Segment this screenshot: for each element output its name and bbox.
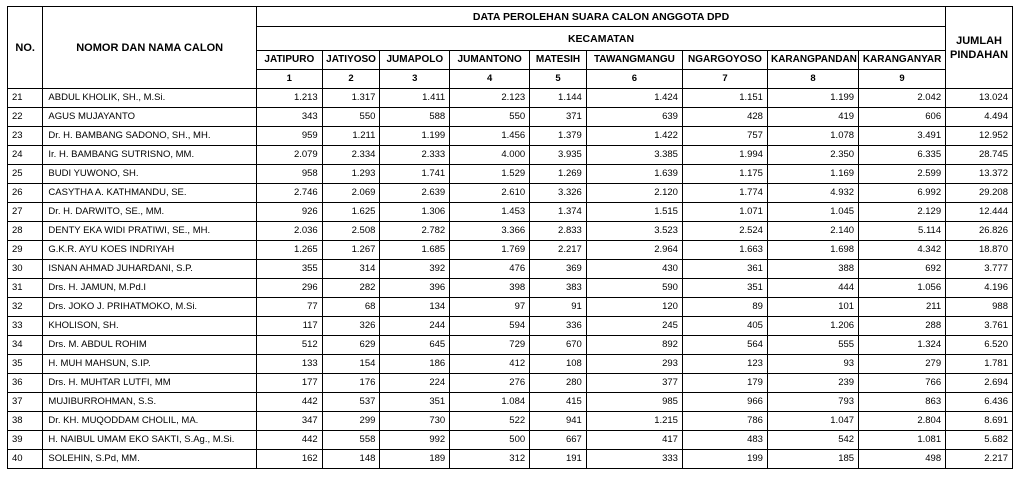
candidate-name: Dr. H. DARWITO, SE., MM. (43, 203, 257, 222)
vote-cell-ngargoyoso: 483 (682, 431, 767, 450)
header-title: DATA PEROLEHAN SUARA CALON ANGGOTA DPD (256, 7, 945, 27)
vote-cell-karangpandan: 2.140 (767, 222, 858, 241)
header-column-index-1: 1 (256, 70, 322, 89)
vote-cell-karanganyar: 692 (859, 260, 946, 279)
vote-cell-karangpandan: 1.078 (767, 127, 858, 146)
vote-cell-jumantono: 1.456 (450, 127, 530, 146)
table-row (8, 184, 1013, 203)
vote-cell-jatipuro: 1.213 (256, 89, 322, 108)
vote-cell-tawangmangu: 1.424 (586, 89, 682, 108)
header-district-9: KARANGANYAR (859, 51, 946, 70)
vote-cell-karanganyar: 1.324 (859, 336, 946, 355)
vote-cell-jatipuro: 77 (256, 298, 322, 317)
candidate-number: 24 (8, 146, 43, 165)
vote-cell-karanganyar: 606 (859, 108, 946, 127)
table-row (8, 241, 1013, 260)
vote-cell-jatipuro: 355 (256, 260, 322, 279)
vote-cell-jatiyoso: 1.625 (322, 203, 380, 222)
vote-cell-ngargoyoso: 1.994 (682, 146, 767, 165)
total-pindahan-cell: 3.777 (946, 260, 1013, 279)
vote-cell-matesih: 1.144 (530, 89, 587, 108)
vote-cell-karangpandan: 542 (767, 431, 858, 450)
vote-cell-karanganyar: 766 (859, 374, 946, 393)
vote-cell-jumantono: 550 (450, 108, 530, 127)
vote-cell-matesih: 1.269 (530, 165, 587, 184)
vote-cell-jumantono: 522 (450, 412, 530, 431)
vote-cell-tawangmangu: 3.523 (586, 222, 682, 241)
vote-cell-karanganyar: 1.056 (859, 279, 946, 298)
header-district-2: JATIYOSO (322, 51, 380, 70)
vote-cell-karangpandan: 1.698 (767, 241, 858, 260)
vote-cell-jumapolo: 224 (380, 374, 450, 393)
candidate-number: 35 (8, 355, 43, 374)
table-row (8, 393, 1013, 412)
vote-cell-karangpandan: 1.169 (767, 165, 858, 184)
vote-cell-jumantono: 594 (450, 317, 530, 336)
total-pindahan-cell: 3.761 (946, 317, 1013, 336)
table-row (8, 127, 1013, 146)
header-district-4: JUMANTONO (450, 51, 530, 70)
vote-cell-jatipuro: 442 (256, 393, 322, 412)
vote-cell-karanganyar: 279 (859, 355, 946, 374)
vote-cell-karangpandan: 1.199 (767, 89, 858, 108)
header-district-6: TAWANGMANGU (586, 51, 682, 70)
vote-cell-karangpandan: 93 (767, 355, 858, 374)
vote-cell-karanganyar: 2.129 (859, 203, 946, 222)
total-pindahan-cell: 26.826 (946, 222, 1013, 241)
vote-cell-matesih: 1.379 (530, 127, 587, 146)
vote-cell-jatipuro: 959 (256, 127, 322, 146)
vote-cell-karangpandan: 419 (767, 108, 858, 127)
total-pindahan-cell: 13.024 (946, 89, 1013, 108)
vote-cell-matesih: 2.833 (530, 222, 587, 241)
vote-cell-jatipuro: 2.036 (256, 222, 322, 241)
vote-cell-jumapolo: 134 (380, 298, 450, 317)
candidate-number: 30 (8, 260, 43, 279)
vote-cell-matesih: 108 (530, 355, 587, 374)
total-pindahan-cell: 12.444 (946, 203, 1013, 222)
vote-cell-karangpandan: 555 (767, 336, 858, 355)
vote-cell-matesih: 191 (530, 450, 587, 469)
candidate-number: 34 (8, 336, 43, 355)
candidate-number: 22 (8, 108, 43, 127)
vote-cell-ngargoyoso: 123 (682, 355, 767, 374)
table-row (8, 279, 1013, 298)
vote-cell-jatipuro: 177 (256, 374, 322, 393)
vote-cell-jumapolo: 189 (380, 450, 450, 469)
vote-cell-jatiyoso: 299 (322, 412, 380, 431)
vote-cell-jatiyoso: 558 (322, 431, 380, 450)
vote-cell-jumapolo: 1.306 (380, 203, 450, 222)
vote-cell-tawangmangu: 1.515 (586, 203, 682, 222)
vote-cell-karangpandan: 388 (767, 260, 858, 279)
candidate-name: H. NAIBUL UMAM EKO SAKTI, S.Ag., M.Si. (43, 431, 257, 450)
header-column-index-3: 3 (380, 70, 450, 89)
vote-cell-jatiyoso: 550 (322, 108, 380, 127)
vote-cell-tawangmangu: 2.120 (586, 184, 682, 203)
candidate-name: ABDUL KHOLIK, SH., M.Si. (43, 89, 257, 108)
vote-cell-jumantono: 1.084 (450, 393, 530, 412)
vote-cell-matesih: 1.374 (530, 203, 587, 222)
vote-cell-jumapolo: 2.639 (380, 184, 450, 203)
vote-cell-karanganyar: 2.599 (859, 165, 946, 184)
candidate-number: 27 (8, 203, 43, 222)
candidate-number: 23 (8, 127, 43, 146)
vote-cell-karangpandan: 1.045 (767, 203, 858, 222)
header-column-index-6: 6 (586, 70, 682, 89)
vote-cell-jumantono: 1.453 (450, 203, 530, 222)
candidate-name: SOLEHIN, S.Pd, MM. (43, 450, 257, 469)
vote-cell-jatipuro: 442 (256, 431, 322, 450)
vote-cell-jumapolo: 730 (380, 412, 450, 431)
vote-cell-tawangmangu: 639 (586, 108, 682, 127)
table-row (8, 146, 1013, 165)
candidate-number: 21 (8, 89, 43, 108)
total-pindahan-cell: 12.952 (946, 127, 1013, 146)
header-district-3: JUMAPOLO (380, 51, 450, 70)
vote-table-container (7, 6, 1013, 469)
vote-cell-tawangmangu: 377 (586, 374, 682, 393)
vote-cell-jumapolo: 2.782 (380, 222, 450, 241)
candidate-number: 36 (8, 374, 43, 393)
vote-cell-karanganyar: 211 (859, 298, 946, 317)
vote-cell-tawangmangu: 3.385 (586, 146, 682, 165)
vote-cell-matesih: 3.935 (530, 146, 587, 165)
vote-cell-matesih: 670 (530, 336, 587, 355)
vote-cell-tawangmangu: 293 (586, 355, 682, 374)
vote-cell-karanganyar: 288 (859, 317, 946, 336)
total-pindahan-cell: 28.745 (946, 146, 1013, 165)
table-row (8, 374, 1013, 393)
header-district-8: KARANGPANDAN (767, 51, 858, 70)
vote-cell-jumapolo: 2.333 (380, 146, 450, 165)
candidate-number: 37 (8, 393, 43, 412)
header-column-index-4: 4 (450, 70, 530, 89)
vote-cell-matesih: 415 (530, 393, 587, 412)
total-pindahan-cell: 1.781 (946, 355, 1013, 374)
vote-cell-karanganyar: 2.804 (859, 412, 946, 431)
vote-cell-matesih: 91 (530, 298, 587, 317)
candidate-name: AGUS MUJAYANTO (43, 108, 257, 127)
vote-cell-ngargoyoso: 1.151 (682, 89, 767, 108)
total-pindahan-cell: 988 (946, 298, 1013, 317)
vote-cell-jumantono: 1.769 (450, 241, 530, 260)
vote-cell-jumantono: 276 (450, 374, 530, 393)
candidate-number: 40 (8, 450, 43, 469)
vote-cell-karangpandan: 1.206 (767, 317, 858, 336)
vote-cell-jatiyoso: 176 (322, 374, 380, 393)
candidate-number: 26 (8, 184, 43, 203)
candidate-name: BUDI YUWONO, SH. (43, 165, 257, 184)
vote-cell-jatipuro: 926 (256, 203, 322, 222)
candidate-name: G.K.R. AYU KOES INDRIYAH (43, 241, 257, 260)
vote-cell-jatiyoso: 1.211 (322, 127, 380, 146)
vote-cell-jumantono: 1.529 (450, 165, 530, 184)
vote-cell-karangpandan: 1.047 (767, 412, 858, 431)
candidate-name: H. MUH MAHSUN, S.IP. (43, 355, 257, 374)
candidate-number: 25 (8, 165, 43, 184)
total-pindahan-cell: 4.494 (946, 108, 1013, 127)
header-district-5: MATESIH (530, 51, 587, 70)
vote-cell-karangpandan: 185 (767, 450, 858, 469)
table-row (8, 317, 1013, 336)
vote-cell-tawangmangu: 2.964 (586, 241, 682, 260)
vote-cell-jatiyoso: 326 (322, 317, 380, 336)
candidate-number: 28 (8, 222, 43, 241)
vote-cell-karanganyar: 863 (859, 393, 946, 412)
header-column-index-9: 9 (859, 70, 946, 89)
vote-cell-karanganyar: 1.081 (859, 431, 946, 450)
table-row (8, 222, 1013, 241)
table-body (8, 89, 1013, 469)
candidate-number: 39 (8, 431, 43, 450)
vote-cell-matesih: 383 (530, 279, 587, 298)
vote-cell-ngargoyoso: 428 (682, 108, 767, 127)
vote-cell-ngargoyoso: 1.774 (682, 184, 767, 203)
header-district-7: NGARGOYOSO (682, 51, 767, 70)
vote-cell-jumapolo: 1.199 (380, 127, 450, 146)
vote-cell-jatipuro: 133 (256, 355, 322, 374)
vote-cell-jatiyoso: 537 (322, 393, 380, 412)
candidate-number: 32 (8, 298, 43, 317)
table-header (8, 7, 1013, 89)
vote-cell-tawangmangu: 1.215 (586, 412, 682, 431)
vote-cell-matesih: 2.217 (530, 241, 587, 260)
total-pindahan-cell: 8.691 (946, 412, 1013, 431)
header-district-1: JATIPURO (256, 51, 322, 70)
header-column-index-7: 7 (682, 70, 767, 89)
vote-cell-matesih: 280 (530, 374, 587, 393)
candidate-name: Dr. H. BAMBANG SADONO, SH., MH. (43, 127, 257, 146)
vote-cell-jatiyoso: 1.267 (322, 241, 380, 260)
table-row (8, 108, 1013, 127)
total-pindahan-cell: 4.196 (946, 279, 1013, 298)
candidate-name: KHOLISON, SH. (43, 317, 257, 336)
vote-cell-ngargoyoso: 1.175 (682, 165, 767, 184)
candidate-number: 29 (8, 241, 43, 260)
header-candidate-name: NOMOR DAN NAMA CALON (43, 7, 257, 89)
header-kecamatan: KECAMATAN (256, 27, 945, 51)
table-row (8, 450, 1013, 469)
vote-cell-tawangmangu: 590 (586, 279, 682, 298)
total-pindahan-cell: 6.436 (946, 393, 1013, 412)
vote-cell-jatipuro: 2.746 (256, 184, 322, 203)
vote-cell-jumantono: 312 (450, 450, 530, 469)
vote-cell-karangpandan: 4.932 (767, 184, 858, 203)
vote-cell-karanganyar: 6.992 (859, 184, 946, 203)
candidate-name: Drs. H. JAMUN, M.Pd.I (43, 279, 257, 298)
table-row (8, 89, 1013, 108)
vote-cell-jumapolo: 1.411 (380, 89, 450, 108)
total-pindahan-cell: 13.372 (946, 165, 1013, 184)
vote-cell-jatiyoso: 68 (322, 298, 380, 317)
vote-cell-matesih: 371 (530, 108, 587, 127)
vote-cell-ngargoyoso: 351 (682, 279, 767, 298)
vote-cell-karanganyar: 4.342 (859, 241, 946, 260)
vote-cell-tawangmangu: 430 (586, 260, 682, 279)
vote-cell-jumapolo: 1.741 (380, 165, 450, 184)
candidate-name: Dr. KH. MUQODDAM CHOLIL, MA. (43, 412, 257, 431)
header-column-index-8: 8 (767, 70, 858, 89)
vote-cell-karanganyar: 2.042 (859, 89, 946, 108)
vote-cell-tawangmangu: 245 (586, 317, 682, 336)
vote-cell-jumantono: 3.366 (450, 222, 530, 241)
vote-cell-karangpandan: 101 (767, 298, 858, 317)
vote-cell-karanganyar: 5.114 (859, 222, 946, 241)
vote-cell-tawangmangu: 417 (586, 431, 682, 450)
vote-cell-matesih: 369 (530, 260, 587, 279)
total-pindahan-cell: 6.520 (946, 336, 1013, 355)
table-row (8, 355, 1013, 374)
vote-cell-ngargoyoso: 757 (682, 127, 767, 146)
vote-cell-jumapolo: 351 (380, 393, 450, 412)
vote-cell-jatipuro: 117 (256, 317, 322, 336)
vote-cell-jumantono: 398 (450, 279, 530, 298)
table-row (8, 260, 1013, 279)
candidate-number: 33 (8, 317, 43, 336)
vote-cell-ngargoyoso: 966 (682, 393, 767, 412)
vote-cell-jumapolo: 186 (380, 355, 450, 374)
vote-cell-jatiyoso: 1.317 (322, 89, 380, 108)
vote-cell-karanganyar: 498 (859, 450, 946, 469)
header-jumlah-label: JUMLAH (956, 34, 1002, 47)
vote-cell-jatipuro: 958 (256, 165, 322, 184)
vote-cell-jumapolo: 992 (380, 431, 450, 450)
vote-table (7, 6, 1013, 469)
candidate-name: Drs. M. ABDUL ROHIM (43, 336, 257, 355)
total-pindahan-cell: 2.694 (946, 374, 1013, 393)
vote-cell-tawangmangu: 1.422 (586, 127, 682, 146)
vote-cell-karangpandan: 444 (767, 279, 858, 298)
table-row (8, 336, 1013, 355)
vote-cell-jumapolo: 645 (380, 336, 450, 355)
vote-cell-jatipuro: 347 (256, 412, 322, 431)
vote-cell-jumapolo: 392 (380, 260, 450, 279)
header-pindahan-label: PINDAHAN (950, 48, 1009, 61)
vote-cell-jatiyoso: 282 (322, 279, 380, 298)
vote-cell-matesih: 667 (530, 431, 587, 450)
vote-cell-jatiyoso: 314 (322, 260, 380, 279)
vote-cell-ngargoyoso: 2.524 (682, 222, 767, 241)
vote-cell-matesih: 941 (530, 412, 587, 431)
candidate-name: Drs. JOKO J. PRIHATMOKO, M.Si. (43, 298, 257, 317)
vote-cell-ngargoyoso: 564 (682, 336, 767, 355)
vote-cell-ngargoyoso: 89 (682, 298, 767, 317)
table-row (8, 431, 1013, 450)
vote-cell-ngargoyoso: 1.663 (682, 241, 767, 260)
candidate-name: DENTY EKA WIDI PRATIWI, SE., MH. (43, 222, 257, 241)
candidate-number: 31 (8, 279, 43, 298)
vote-cell-jumapolo: 588 (380, 108, 450, 127)
vote-cell-jatiyoso: 1.293 (322, 165, 380, 184)
candidate-name: ISNAN AHMAD JUHARDANI, S.P. (43, 260, 257, 279)
table-row (8, 412, 1013, 431)
vote-cell-tawangmangu: 892 (586, 336, 682, 355)
vote-cell-jatiyoso: 2.069 (322, 184, 380, 203)
vote-cell-ngargoyoso: 786 (682, 412, 767, 431)
vote-cell-jatipuro: 2.079 (256, 146, 322, 165)
total-pindahan-cell: 2.217 (946, 450, 1013, 469)
vote-cell-jumapolo: 396 (380, 279, 450, 298)
vote-cell-jatipuro: 1.265 (256, 241, 322, 260)
vote-cell-tawangmangu: 120 (586, 298, 682, 317)
header-jumlah-pindahan (946, 7, 1013, 89)
header-column-index-5: 5 (530, 70, 587, 89)
vote-cell-jatiyoso: 2.334 (322, 146, 380, 165)
vote-cell-ngargoyoso: 199 (682, 450, 767, 469)
vote-cell-jatiyoso: 629 (322, 336, 380, 355)
vote-cell-jatipuro: 162 (256, 450, 322, 469)
vote-cell-matesih: 336 (530, 317, 587, 336)
header-column-index-2: 2 (322, 70, 380, 89)
candidate-name: MUJIBURROHMAN, S.S. (43, 393, 257, 412)
candidate-name: CASYTHA A. KATHMANDU, SE. (43, 184, 257, 203)
vote-cell-jumantono: 2.123 (450, 89, 530, 108)
vote-cell-jumantono: 412 (450, 355, 530, 374)
candidate-name: Ir. H. BAMBANG SUTRISNO, MM. (43, 146, 257, 165)
table-row (8, 203, 1013, 222)
vote-cell-ngargoyoso: 1.071 (682, 203, 767, 222)
vote-cell-jatipuro: 512 (256, 336, 322, 355)
vote-cell-jumantono: 476 (450, 260, 530, 279)
vote-cell-jumantono: 500 (450, 431, 530, 450)
total-pindahan-cell: 18.870 (946, 241, 1013, 260)
vote-cell-jatipuro: 343 (256, 108, 322, 127)
vote-cell-karangpandan: 793 (767, 393, 858, 412)
vote-cell-karangpandan: 239 (767, 374, 858, 393)
vote-cell-jumapolo: 1.685 (380, 241, 450, 260)
vote-cell-tawangmangu: 985 (586, 393, 682, 412)
vote-cell-karangpandan: 2.350 (767, 146, 858, 165)
candidate-name: Drs. H. MUHTAR LUTFI, MM (43, 374, 257, 393)
vote-cell-matesih: 3.326 (530, 184, 587, 203)
vote-cell-ngargoyoso: 405 (682, 317, 767, 336)
vote-cell-jumantono: 729 (450, 336, 530, 355)
vote-cell-ngargoyoso: 179 (682, 374, 767, 393)
total-pindahan-cell: 29.208 (946, 184, 1013, 203)
vote-cell-jatiyoso: 154 (322, 355, 380, 374)
vote-cell-tawangmangu: 333 (586, 450, 682, 469)
vote-cell-jatiyoso: 2.508 (322, 222, 380, 241)
vote-cell-tawangmangu: 1.639 (586, 165, 682, 184)
header-no: NO. (8, 7, 43, 89)
vote-cell-ngargoyoso: 361 (682, 260, 767, 279)
table-row (8, 298, 1013, 317)
total-pindahan-cell: 5.682 (946, 431, 1013, 450)
vote-cell-karanganyar: 6.335 (859, 146, 946, 165)
vote-cell-jumantono: 2.610 (450, 184, 530, 203)
table-row (8, 165, 1013, 184)
candidate-number: 38 (8, 412, 43, 431)
vote-cell-jumantono: 4.000 (450, 146, 530, 165)
vote-cell-karanganyar: 3.491 (859, 127, 946, 146)
vote-cell-jumapolo: 244 (380, 317, 450, 336)
vote-cell-jatipuro: 296 (256, 279, 322, 298)
vote-cell-jatiyoso: 148 (322, 450, 380, 469)
vote-cell-jumantono: 97 (450, 298, 530, 317)
